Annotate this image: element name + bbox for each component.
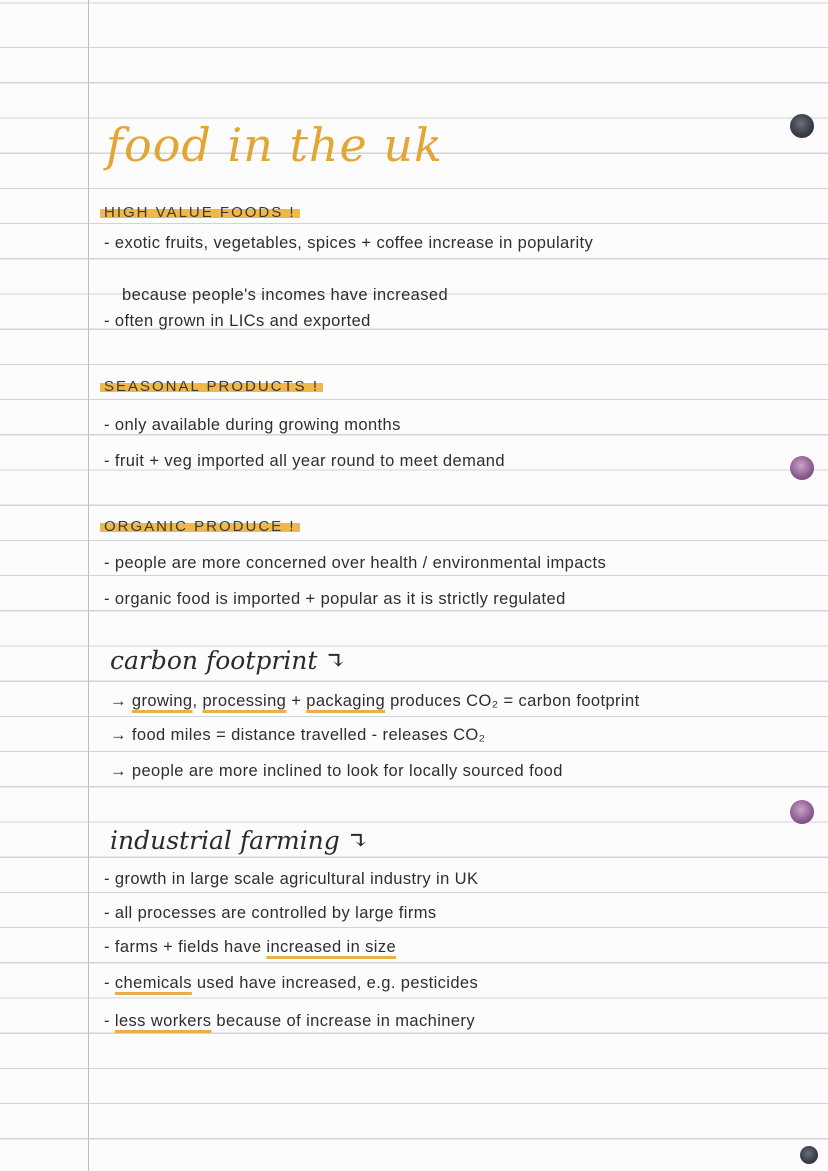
note-line: → food miles = distance travelled - releases CO₂ bbox=[110, 726, 486, 744]
note-line: - organic food is imported + popular as it is strictly regulated bbox=[104, 590, 566, 608]
note-line bbox=[104, 1012, 475, 1031]
note-line: - all processes are controlled by large firms bbox=[104, 904, 437, 922]
note-line bbox=[110, 692, 640, 711]
underlined-word: increased in size bbox=[266, 938, 397, 956]
text-span: produces CO₂ = carbon footprint bbox=[385, 692, 640, 710]
text-span: - farms + fields have bbox=[104, 938, 267, 956]
note-line: - fruit + veg imported all year round to meet demand bbox=[104, 452, 505, 470]
binder-hole bbox=[790, 456, 814, 480]
note-line: because people's incomes have increased bbox=[122, 286, 449, 304]
heading-highlight: SEASONAL PRODUCTS ! bbox=[100, 378, 323, 395]
text-span: - bbox=[104, 974, 115, 992]
section-heading-seasonal bbox=[100, 378, 323, 395]
arrow-prefix: → bbox=[110, 692, 132, 710]
note-line: - often grown in LICs and exported bbox=[104, 312, 371, 330]
text-span: - bbox=[104, 1012, 115, 1030]
heading-highlight: HIGH VALUE FOODS ! bbox=[100, 204, 300, 221]
section-heading-carbon: carbon footprint ↴ bbox=[110, 646, 347, 675]
note-line: - only available during growing months bbox=[104, 416, 401, 434]
text-span: + bbox=[286, 692, 307, 710]
underlined-word: chemicals bbox=[114, 974, 192, 992]
underlined-word: less workers bbox=[114, 1012, 212, 1030]
text-span: because of increase in machinery bbox=[211, 1012, 475, 1030]
text-span: used have increased, e.g. pesticides bbox=[191, 974, 479, 992]
note-line: - exotic fruits, vegetables, spices + coffee increase in popularity bbox=[104, 234, 594, 252]
underlined-word: growing bbox=[131, 692, 193, 710]
section-heading-organic bbox=[100, 518, 300, 535]
text-span: , bbox=[192, 692, 203, 710]
binder-hole bbox=[790, 114, 814, 138]
underlined-word: processing bbox=[202, 692, 287, 710]
binder-hole bbox=[800, 1146, 818, 1164]
section-heading-industrial: industrial farming ↴ bbox=[110, 826, 369, 855]
heading-highlight: ORGANIC PRODUCE ! bbox=[100, 518, 300, 535]
binder-hole bbox=[790, 800, 814, 824]
margin-line bbox=[88, 0, 89, 1171]
note-line bbox=[104, 938, 396, 957]
section-heading-high-value bbox=[100, 204, 300, 221]
note-line: - people are more concerned over health / environmental impacts bbox=[104, 554, 607, 572]
note-line bbox=[104, 974, 478, 993]
note-line: → people are more inclined to look for locally sourced food bbox=[110, 762, 563, 780]
page-title: food in the uk bbox=[106, 118, 443, 172]
note-line: - growth in large scale agricultural industry in UK bbox=[104, 870, 479, 888]
underlined-word: packaging bbox=[306, 692, 386, 710]
